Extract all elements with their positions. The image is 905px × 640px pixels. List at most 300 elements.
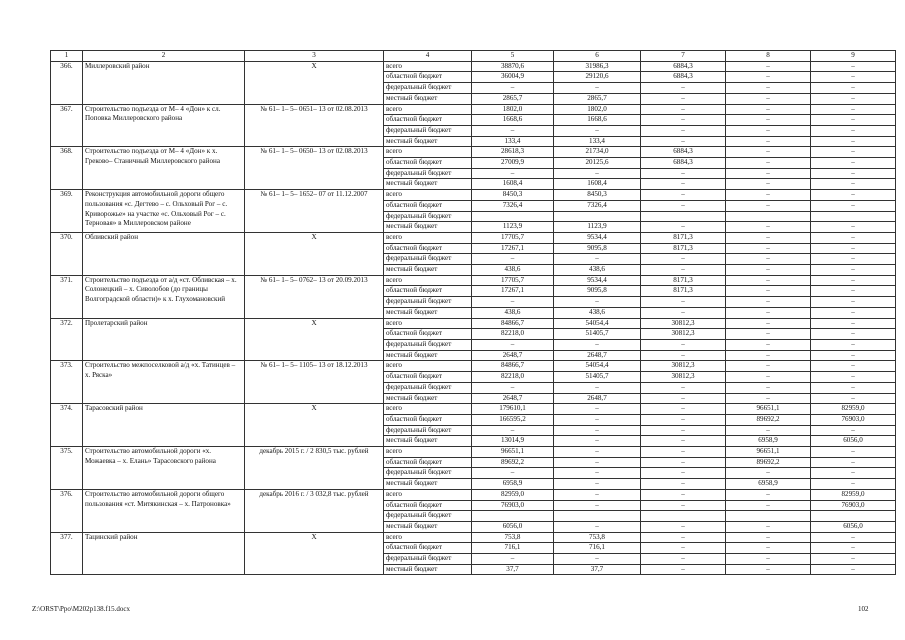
entry-number: 373. bbox=[51, 361, 83, 404]
amount-cell: – bbox=[554, 479, 641, 490]
amount-cell: – bbox=[726, 232, 811, 243]
amount-cell: – bbox=[641, 414, 726, 425]
funding-source: всего bbox=[384, 232, 472, 243]
column-number: 8 bbox=[726, 51, 811, 62]
column-number: 6 bbox=[554, 51, 641, 62]
amount-cell: 36004,9 bbox=[472, 72, 554, 83]
entry-number: 368. bbox=[51, 147, 83, 190]
amount-cell: – bbox=[641, 254, 726, 265]
amount-cell: 1608,4 bbox=[554, 179, 641, 190]
table-row bbox=[51, 404, 896, 415]
amount-cell: 82959,0 bbox=[811, 489, 896, 500]
page-number: 102 bbox=[858, 605, 869, 613]
amount-cell bbox=[726, 211, 811, 222]
amount-cell: – bbox=[641, 307, 726, 318]
amount-cell: 2648,7 bbox=[554, 350, 641, 361]
amount-cell: – bbox=[811, 393, 896, 404]
amount-cell: – bbox=[554, 297, 641, 308]
amount-cell: – bbox=[811, 179, 896, 190]
amount-cell: – bbox=[726, 83, 811, 94]
funding-source: местный бюджет bbox=[384, 564, 472, 575]
amount-cell: – bbox=[811, 329, 896, 340]
amount-cell: – bbox=[726, 468, 811, 479]
amount-cell: 6056,0 bbox=[472, 521, 554, 532]
amount-cell: – bbox=[726, 147, 811, 158]
amount-cell: – bbox=[726, 318, 811, 329]
amount-cell: 179610,1 bbox=[472, 404, 554, 415]
funding-source: местный бюджет bbox=[384, 222, 472, 233]
amount-cell: 2648,7 bbox=[554, 393, 641, 404]
amount-cell: – bbox=[641, 93, 726, 104]
amount-cell: 716,1 bbox=[472, 543, 554, 554]
amount-cell: – bbox=[641, 554, 726, 565]
amount-cell: – bbox=[641, 222, 726, 233]
table-row bbox=[51, 232, 896, 243]
amount-cell: – bbox=[726, 382, 811, 393]
amount-cell: 1123,9 bbox=[472, 222, 554, 233]
amount-cell: – bbox=[472, 425, 554, 436]
amount-cell: – bbox=[554, 468, 641, 479]
amount-cell: – bbox=[726, 72, 811, 83]
entry-name: Строительство автомобильной дороги общего пользования «ст. Митякинская – х. Патроновка» bbox=[83, 489, 245, 532]
amount-cell: 54054,4 bbox=[554, 361, 641, 372]
amount-cell: 6958,9 bbox=[472, 479, 554, 490]
amount-cell bbox=[472, 211, 554, 222]
amount-cell: 82218,0 bbox=[472, 372, 554, 383]
funding-source: местный бюджет bbox=[384, 521, 472, 532]
entry-name: Тарасовский район bbox=[83, 404, 245, 447]
table-row bbox=[51, 61, 896, 72]
column-number: 4 bbox=[384, 51, 472, 62]
amount-cell: – bbox=[641, 382, 726, 393]
funding-source: федеральный бюджет bbox=[384, 211, 472, 222]
entry-number: 369. bbox=[51, 190, 83, 233]
amount-cell: 89692,2 bbox=[726, 457, 811, 468]
amount-cell: 1668,6 bbox=[472, 115, 554, 126]
amount-cell: – bbox=[726, 222, 811, 233]
funding-source: федеральный бюджет bbox=[384, 254, 472, 265]
amount-cell: – bbox=[641, 425, 726, 436]
amount-cell: 6884,3 bbox=[641, 72, 726, 83]
amount-cell: – bbox=[726, 500, 811, 511]
amount-cell: – bbox=[641, 297, 726, 308]
amount-cell: 76903,0 bbox=[472, 500, 554, 511]
amount-cell: 133,4 bbox=[554, 136, 641, 147]
amount-cell: – bbox=[641, 350, 726, 361]
amount-cell: – bbox=[726, 200, 811, 211]
amount-cell: 37,7 bbox=[472, 564, 554, 575]
amount-cell: – bbox=[811, 265, 896, 276]
amount-cell: – bbox=[554, 414, 641, 425]
amount-cell: – bbox=[641, 564, 726, 575]
amount-cell: – bbox=[726, 339, 811, 350]
amount-cell: 753,8 bbox=[554, 532, 641, 543]
amount-cell: – bbox=[811, 468, 896, 479]
amount-cell: – bbox=[811, 136, 896, 147]
amount-cell: 30812,3 bbox=[641, 372, 726, 383]
amount-cell: 1802,0 bbox=[554, 104, 641, 115]
amount-cell: – bbox=[811, 339, 896, 350]
amount-cell: 8171,3 bbox=[641, 243, 726, 254]
entry-number: 367. bbox=[51, 104, 83, 147]
amount-cell: – bbox=[472, 554, 554, 565]
table-row bbox=[51, 532, 896, 543]
amount-cell: – bbox=[726, 564, 811, 575]
amount-cell: 438,6 bbox=[554, 265, 641, 276]
amount-cell: 133,4 bbox=[472, 136, 554, 147]
header-row bbox=[51, 51, 896, 62]
entry-number: 366. bbox=[51, 61, 83, 104]
amount-cell: – bbox=[726, 543, 811, 554]
amount-cell: 30812,3 bbox=[641, 361, 726, 372]
amount-cell: 82959,0 bbox=[811, 404, 896, 415]
amount-cell: 438,6 bbox=[472, 265, 554, 276]
amount-cell: 30812,3 bbox=[641, 329, 726, 340]
amount-cell: 51405,7 bbox=[554, 329, 641, 340]
funding-source: федеральный бюджет bbox=[384, 382, 472, 393]
amount-cell: – bbox=[641, 479, 726, 490]
amount-cell: 31986,3 bbox=[554, 61, 641, 72]
entry-registration: декабрь 2016 г. / 3 032,8 тыс. рублей bbox=[245, 489, 384, 532]
amount-cell: 84866,7 bbox=[472, 361, 554, 372]
entry-name: Обливский район bbox=[83, 232, 245, 275]
amount-cell: 9095,8 bbox=[554, 243, 641, 254]
amount-cell: – bbox=[554, 521, 641, 532]
amount-cell: – bbox=[554, 457, 641, 468]
amount-cell: – bbox=[811, 372, 896, 383]
amount-cell: – bbox=[472, 168, 554, 179]
funding-source: всего bbox=[384, 404, 472, 415]
amount-cell: 21734,0 bbox=[554, 147, 641, 158]
amount-cell: – bbox=[726, 307, 811, 318]
amount-cell: – bbox=[811, 158, 896, 169]
amount-cell: – bbox=[811, 83, 896, 94]
funding-source: всего bbox=[384, 532, 472, 543]
amount-cell: 82959,0 bbox=[472, 489, 554, 500]
amount-cell: 82218,0 bbox=[472, 329, 554, 340]
amount-cell: – bbox=[641, 265, 726, 276]
amount-cell: – bbox=[811, 275, 896, 286]
amount-cell: 96651,1 bbox=[726, 404, 811, 415]
amount-cell: 84866,7 bbox=[472, 318, 554, 329]
amount-cell: – bbox=[726, 554, 811, 565]
amount-cell: – bbox=[811, 200, 896, 211]
table-row bbox=[51, 361, 896, 372]
entry-name: Пролетарский район bbox=[83, 318, 245, 361]
funding-source: всего bbox=[384, 275, 472, 286]
amount-cell bbox=[811, 511, 896, 522]
entry-registration: № 61– 1– 5– 0762– 13 от 20.09.2013 bbox=[245, 275, 384, 318]
funding-source: областной бюджет bbox=[384, 200, 472, 211]
amount-cell: – bbox=[811, 61, 896, 72]
amount-cell: – bbox=[641, 447, 726, 458]
amount-cell: – bbox=[726, 243, 811, 254]
amount-cell: – bbox=[641, 500, 726, 511]
amount-cell: – bbox=[472, 83, 554, 94]
amount-cell: 17267,1 bbox=[472, 243, 554, 254]
column-number: 3 bbox=[245, 51, 384, 62]
amount-cell: – bbox=[472, 468, 554, 479]
amount-cell: 17705,7 bbox=[472, 275, 554, 286]
funding-source: местный бюджет bbox=[384, 179, 472, 190]
funding-source: федеральный бюджет bbox=[384, 168, 472, 179]
amount-cell: – bbox=[726, 104, 811, 115]
amount-cell: 9095,8 bbox=[554, 286, 641, 297]
funding-source: федеральный бюджет bbox=[384, 425, 472, 436]
funding-source: всего bbox=[384, 104, 472, 115]
entry-registration: Х bbox=[245, 61, 384, 104]
amount-cell: – bbox=[726, 179, 811, 190]
amount-cell: – bbox=[641, 393, 726, 404]
amount-cell: 6958,9 bbox=[726, 436, 811, 447]
amount-cell: – bbox=[726, 532, 811, 543]
entry-name: Реконструкция автомобильной дороги общего пользования «с. Дегтево – с. Ольховый Рог – с. Криворожье» на участке «с. Ольховый Рог – с. Терновая» в Миллеровском районе bbox=[83, 190, 245, 233]
amount-cell: 54054,4 bbox=[554, 318, 641, 329]
amount-cell: – bbox=[811, 243, 896, 254]
amount-cell: 76903,0 bbox=[811, 500, 896, 511]
column-number: 5 bbox=[472, 51, 554, 62]
amount-cell: 17705,7 bbox=[472, 232, 554, 243]
amount-cell: – bbox=[811, 361, 896, 372]
amount-cell: 30812,3 bbox=[641, 318, 726, 329]
amount-cell: – bbox=[726, 168, 811, 179]
funding-source: всего bbox=[384, 489, 472, 500]
amount-cell: – bbox=[811, 125, 896, 136]
amount-cell: 9534,4 bbox=[554, 232, 641, 243]
amount-cell: – bbox=[811, 425, 896, 436]
amount-cell: – bbox=[472, 382, 554, 393]
amount-cell: – bbox=[726, 297, 811, 308]
amount-cell: 6884,3 bbox=[641, 147, 726, 158]
amount-cell: – bbox=[811, 447, 896, 458]
amount-cell: – bbox=[641, 339, 726, 350]
table-row bbox=[51, 104, 896, 115]
amount-cell: – bbox=[641, 125, 726, 136]
amount-cell: – bbox=[554, 254, 641, 265]
funding-source: всего bbox=[384, 361, 472, 372]
amount-cell: – bbox=[641, 404, 726, 415]
funding-source: федеральный бюджет bbox=[384, 511, 472, 522]
entry-number: 372. bbox=[51, 318, 83, 361]
amount-cell: – bbox=[811, 350, 896, 361]
amount-cell: – bbox=[811, 168, 896, 179]
amount-cell: – bbox=[811, 190, 896, 201]
amount-cell: – bbox=[811, 222, 896, 233]
amount-cell: – bbox=[554, 125, 641, 136]
amount-cell: – bbox=[726, 254, 811, 265]
amount-cell: 89692,2 bbox=[472, 457, 554, 468]
amount-cell: 27009,9 bbox=[472, 158, 554, 169]
amount-cell: – bbox=[641, 532, 726, 543]
funding-source: областной бюджет bbox=[384, 372, 472, 383]
amount-cell: – bbox=[726, 393, 811, 404]
amount-cell: – bbox=[472, 125, 554, 136]
funding-source: федеральный бюджет bbox=[384, 468, 472, 479]
funding-source: всего bbox=[384, 61, 472, 72]
budget-table bbox=[50, 50, 896, 575]
funding-source: всего bbox=[384, 190, 472, 201]
entry-name: Тацинский район bbox=[83, 532, 245, 575]
amount-cell: 51405,7 bbox=[554, 372, 641, 383]
amount-cell: – bbox=[811, 93, 896, 104]
amount-cell: – bbox=[726, 329, 811, 340]
amount-cell: – bbox=[811, 564, 896, 575]
amount-cell: 1608,4 bbox=[472, 179, 554, 190]
entry-name: Строительство подъезда от М– 4 «Дон» к сл. Поповка Миллеровского района bbox=[83, 104, 245, 147]
funding-source: областной бюджет bbox=[384, 72, 472, 83]
amount-cell: – bbox=[726, 521, 811, 532]
amount-cell: – bbox=[811, 554, 896, 565]
amount-cell: – bbox=[811, 115, 896, 126]
amount-cell: – bbox=[726, 136, 811, 147]
funding-source: федеральный бюджет bbox=[384, 339, 472, 350]
amount-cell: – bbox=[726, 425, 811, 436]
entry-number: 370. bbox=[51, 232, 83, 275]
entry-name: Строительство автомобильной дороги «х. Можаевка – х. Елань» Тарасовского района bbox=[83, 447, 245, 490]
column-number: 7 bbox=[641, 51, 726, 62]
amount-cell: – bbox=[811, 318, 896, 329]
amount-cell: – bbox=[726, 190, 811, 201]
amount-cell: – bbox=[554, 404, 641, 415]
amount-cell: – bbox=[726, 125, 811, 136]
funding-source: местный бюджет bbox=[384, 265, 472, 276]
amount-cell: – bbox=[554, 168, 641, 179]
amount-cell: 438,6 bbox=[472, 307, 554, 318]
amount-cell: – bbox=[641, 168, 726, 179]
amount-cell: – bbox=[726, 489, 811, 500]
amount-cell: 7326,4 bbox=[554, 200, 641, 211]
amount-cell bbox=[554, 211, 641, 222]
funding-source: федеральный бюджет bbox=[384, 297, 472, 308]
funding-source: местный бюджет bbox=[384, 436, 472, 447]
entry-registration: № 61– 1– 5– 1652– 07 от 11.12.2007 bbox=[245, 190, 384, 233]
table-row bbox=[51, 275, 896, 286]
funding-source: местный бюджет bbox=[384, 93, 472, 104]
amount-cell: 2865,7 bbox=[554, 93, 641, 104]
amount-cell: – bbox=[811, 532, 896, 543]
entry-number: 376. bbox=[51, 489, 83, 532]
amount-cell: 2648,7 bbox=[472, 350, 554, 361]
funding-source: областной бюджет bbox=[384, 457, 472, 468]
funding-source: всего bbox=[384, 447, 472, 458]
amount-cell: – bbox=[811, 479, 896, 490]
table-row bbox=[51, 190, 896, 201]
amount-cell: – bbox=[554, 500, 641, 511]
amount-cell bbox=[726, 511, 811, 522]
amount-cell: – bbox=[554, 382, 641, 393]
amount-cell: – bbox=[641, 179, 726, 190]
entry-number: 374. bbox=[51, 404, 83, 447]
amount-cell: – bbox=[554, 339, 641, 350]
amount-cell: 2865,7 bbox=[472, 93, 554, 104]
table-row bbox=[51, 447, 896, 458]
funding-source: местный бюджет bbox=[384, 393, 472, 404]
amount-cell: – bbox=[726, 286, 811, 297]
column-number: 2 bbox=[83, 51, 245, 62]
amount-cell bbox=[641, 511, 726, 522]
amount-cell: – bbox=[811, 232, 896, 243]
funding-source: местный бюджет bbox=[384, 136, 472, 147]
funding-source: местный бюджет bbox=[384, 479, 472, 490]
funding-source: всего bbox=[384, 318, 472, 329]
amount-cell: – bbox=[811, 457, 896, 468]
amount-cell: 20125,6 bbox=[554, 158, 641, 169]
amount-cell: – bbox=[726, 61, 811, 72]
amount-cell: – bbox=[726, 361, 811, 372]
amount-cell: 37,7 bbox=[554, 564, 641, 575]
funding-source: федеральный бюджет bbox=[384, 125, 472, 136]
funding-source: областной бюджет bbox=[384, 286, 472, 297]
entry-registration: № 61– 1– 5– 0650– 13 от 02.08.2013 bbox=[245, 147, 384, 190]
amount-cell: – bbox=[726, 158, 811, 169]
amount-cell: – bbox=[641, 190, 726, 201]
funding-source: федеральный бюджет bbox=[384, 554, 472, 565]
amount-cell: 38870,6 bbox=[472, 61, 554, 72]
amount-cell: – bbox=[726, 372, 811, 383]
amount-cell: 1668,6 bbox=[554, 115, 641, 126]
entry-name: Строительство подъезда от М– 4 «Дон» к х. Греково– Станичный Миллеровского района bbox=[83, 147, 245, 190]
amount-cell: – bbox=[811, 543, 896, 554]
amount-cell: – bbox=[641, 136, 726, 147]
amount-cell: – bbox=[811, 254, 896, 265]
amount-cell bbox=[472, 511, 554, 522]
amount-cell: – bbox=[811, 72, 896, 83]
table-row bbox=[51, 318, 896, 329]
amount-cell: 8450,3 bbox=[472, 190, 554, 201]
amount-cell: – bbox=[641, 468, 726, 479]
table-row bbox=[51, 147, 896, 158]
table-row bbox=[51, 489, 896, 500]
amount-cell: – bbox=[554, 489, 641, 500]
funding-source: областной бюджет bbox=[384, 115, 472, 126]
amount-cell: – bbox=[641, 457, 726, 468]
entry-registration: № 61– 1– 5– 0651– 13 от 02.08.2013 bbox=[245, 104, 384, 147]
amount-cell: – bbox=[811, 297, 896, 308]
amount-cell: – bbox=[641, 83, 726, 94]
amount-cell: – bbox=[811, 307, 896, 318]
amount-cell: – bbox=[554, 554, 641, 565]
entry-registration: Х bbox=[245, 232, 384, 275]
funding-source: областной бюджет bbox=[384, 543, 472, 554]
amount-cell: 8171,3 bbox=[641, 275, 726, 286]
entry-number: 377. bbox=[51, 532, 83, 575]
amount-cell: – bbox=[472, 254, 554, 265]
amount-cell: 2648,7 bbox=[472, 393, 554, 404]
amount-cell: 96651,1 bbox=[472, 447, 554, 458]
funding-source: местный бюджет bbox=[384, 350, 472, 361]
entry-registration: № 61– 1– 5– 1105– 13 от 18.12.2013 bbox=[245, 361, 384, 404]
amount-cell: 7326,4 bbox=[472, 200, 554, 211]
amount-cell: 13014,9 bbox=[472, 436, 554, 447]
amount-cell: – bbox=[811, 286, 896, 297]
entry-registration: декабрь 2015 г. / 2 830,5 тыс. рублей bbox=[245, 447, 384, 490]
entry-registration: Х bbox=[245, 532, 384, 575]
entry-number: 371. bbox=[51, 275, 83, 318]
amount-cell: 6056,0 bbox=[811, 436, 896, 447]
amount-cell: 438,6 bbox=[554, 307, 641, 318]
amount-cell: – bbox=[554, 425, 641, 436]
file-path: Z:\ORST\Ppo\M202p138.f15.docx bbox=[32, 605, 131, 613]
amount-cell: – bbox=[641, 115, 726, 126]
amount-cell bbox=[811, 211, 896, 222]
amount-cell: – bbox=[726, 93, 811, 104]
amount-cell: 716,1 bbox=[554, 543, 641, 554]
amount-cell: 6056,0 bbox=[811, 521, 896, 532]
amount-cell: 8171,3 bbox=[641, 286, 726, 297]
amount-cell: – bbox=[641, 521, 726, 532]
amount-cell: – bbox=[641, 200, 726, 211]
funding-source: всего bbox=[384, 147, 472, 158]
